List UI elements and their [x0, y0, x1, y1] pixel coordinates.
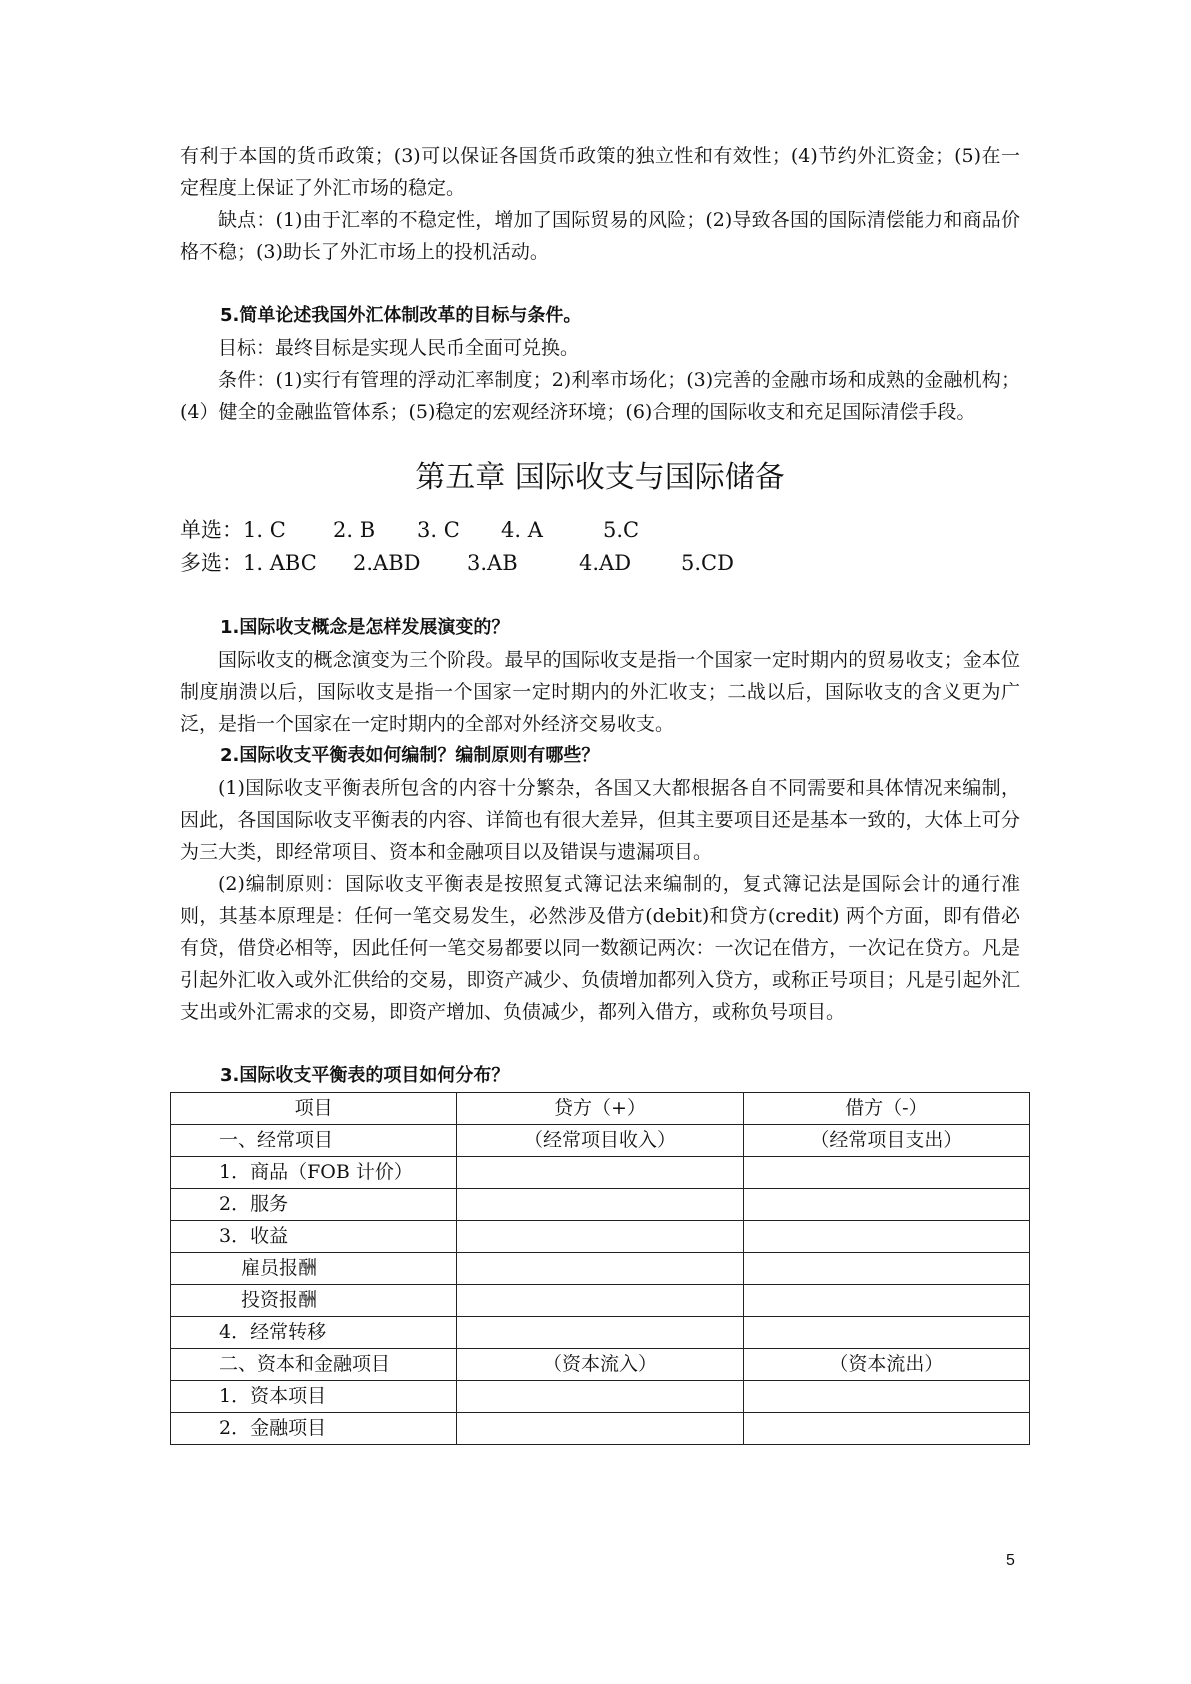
table-row [171, 1285, 1030, 1317]
table-row [171, 1189, 1030, 1221]
multiple-choice-answers [180, 547, 1020, 580]
q2-answer-part2: (2)编制原则：国际收支平衡表是按照复式簿记法来编制的，复式簿记法是国际会计的通行准则，其基本原理是：任何一笔交易发生，必然涉及借方(debit)和贷方(credit) 两个方面，即有借必有贷，借贷必相等，因此任何一笔交易都要以同一数额记两次：一次记在借方，一次记在贷方。凡是引起外汇收入或外汇供给的交易，即资产减少、负债增加都列入贷方，或称正号项目；凡是引起外汇支出或外汇需求的交易，即资产增加、负债减少，都列入借方，或称负号项目。 [180, 873, 1020, 1023]
table-row [171, 1125, 1030, 1157]
table-cell [743, 1157, 1029, 1189]
answer: 3. C [417, 518, 460, 542]
table-row [171, 1381, 1030, 1413]
table-cell [457, 1285, 743, 1317]
table-cell: 一、经常项目 [171, 1125, 457, 1157]
table-row [171, 1157, 1030, 1189]
table-cell: 投资报酬 [171, 1285, 457, 1317]
table-cell [743, 1381, 1029, 1413]
table-cell [457, 1317, 743, 1349]
table-cell: 二、资本和金融项目 [171, 1349, 457, 1381]
table-cell [457, 1157, 743, 1189]
table-cell [743, 1221, 1029, 1253]
table-cell [743, 1253, 1029, 1285]
q1-answer: 国际收支的概念演变为三个阶段。最早的国际收支是指一个国家一定时期内的贸易收支；金本位制度崩溃以后，国际收支是指一个国家一定时期内的外汇收支；二战以后，国际收支的含义更为广泛，是指一个国家在一定时期内的全部对外经济交易收支。 [180, 649, 1020, 735]
table-cell: 4．经常转移 [171, 1317, 457, 1349]
table-cell: 3．收益 [171, 1221, 457, 1253]
q5-conditions: 条件：(1)实行有管理的浮动汇率制度；2)利率市场化；(3)完善的金融市场和成熟的金融机构；(4）健全的金融监管体系；(5)稳定的宏观经济环境；(6)合理的国际收支和充足国际清偿手段。 [180, 369, 1020, 423]
table-cell: （经常项目支出） [743, 1125, 1029, 1157]
table-cell: 雇员报酬 [171, 1253, 457, 1285]
table-cell [457, 1189, 743, 1221]
intro-paragraph-2: 缺点：(1)由于汇率的不稳定性，增加了国际贸易的风险；(2)导致各国的国际清偿能力和商品价格不稳；(3)助长了外汇市场上的投机活动。 [180, 209, 1020, 263]
document-page [180, 140, 1020, 1445]
answer: 1. ABC [243, 551, 317, 575]
page-number: 5 [1006, 1552, 1015, 1569]
q3-heading: 3.国际收支平衡表的项目如何分布？ [220, 1065, 510, 1086]
table-cell: 2．服务 [171, 1189, 457, 1221]
table-header-row [171, 1093, 1030, 1125]
table-cell [457, 1253, 743, 1285]
answer: 5.CD [681, 551, 734, 575]
q2-heading: 2.国际收支平衡表如何编制？编制原则有哪些？ [220, 745, 600, 766]
table-cell [743, 1317, 1029, 1349]
intro-paragraph-1: 有利于本国的货币政策；(3)可以保证各国货币政策的独立性和有效性；(4)节约外汇资金；(5)在一定程度上保证了外汇市场的稳定。 [180, 145, 1020, 199]
q5-heading: 5.简单论述我国外汇体制改革的目标与条件。 [220, 305, 582, 326]
table-cell: 2．金融项目 [171, 1413, 457, 1445]
table-cell: （资本流出） [743, 1349, 1029, 1381]
table-row [171, 1221, 1030, 1253]
answer: 2. B [333, 518, 376, 542]
table-cell [457, 1221, 743, 1253]
q2-answer-part1: (1)国际收支平衡表所包含的内容十分繁杂，各国又大都根据各自不同需要和具体情况来编制，因此，各国国际收支平衡表的内容、详简也有很大差异，但其主要项目还是基本一致的，大体上可分为三大类，即经常项目、资本和金融项目以及错误与遗漏项目。 [180, 777, 1020, 863]
answer: 4.AD [579, 551, 632, 575]
single-choice-label: 单选： [180, 518, 243, 542]
balance-of-payments-table [170, 1092, 1030, 1445]
table-cell [743, 1285, 1029, 1317]
q1-heading: 1.国际收支概念是怎样发展演变的？ [220, 617, 510, 638]
answer: 5.C [603, 518, 640, 542]
answer: 2.ABD [353, 551, 421, 575]
table-header-cell: 贷方（+） [457, 1093, 743, 1125]
q5-goal: 目标：最终目标是实现人民币全面可兑换。 [218, 337, 580, 359]
table-cell: 1．商品（FOB 计价） [171, 1157, 457, 1189]
table-row [171, 1349, 1030, 1381]
table-cell [457, 1381, 743, 1413]
table-cell: 1．资本项目 [171, 1381, 457, 1413]
answer: 4. A [501, 518, 543, 542]
table-header-cell: 项目 [171, 1093, 457, 1125]
table-row [171, 1253, 1030, 1285]
chapter-title: 第五章 国际收支与国际储备 [415, 460, 785, 495]
multiple-choice-label: 多选： [180, 551, 243, 575]
table-header-cell: 借方（-） [743, 1093, 1029, 1125]
answer: 1. C [243, 518, 286, 542]
table-cell: （资本流入） [457, 1349, 743, 1381]
single-choice-answers [180, 514, 1020, 547]
table-cell [743, 1189, 1029, 1221]
answer: 3.AB [467, 551, 518, 575]
table-cell [743, 1413, 1029, 1445]
table-row [171, 1317, 1030, 1349]
table-cell: （经常项目收入） [457, 1125, 743, 1157]
table-row [171, 1413, 1030, 1445]
table-cell [457, 1413, 743, 1445]
